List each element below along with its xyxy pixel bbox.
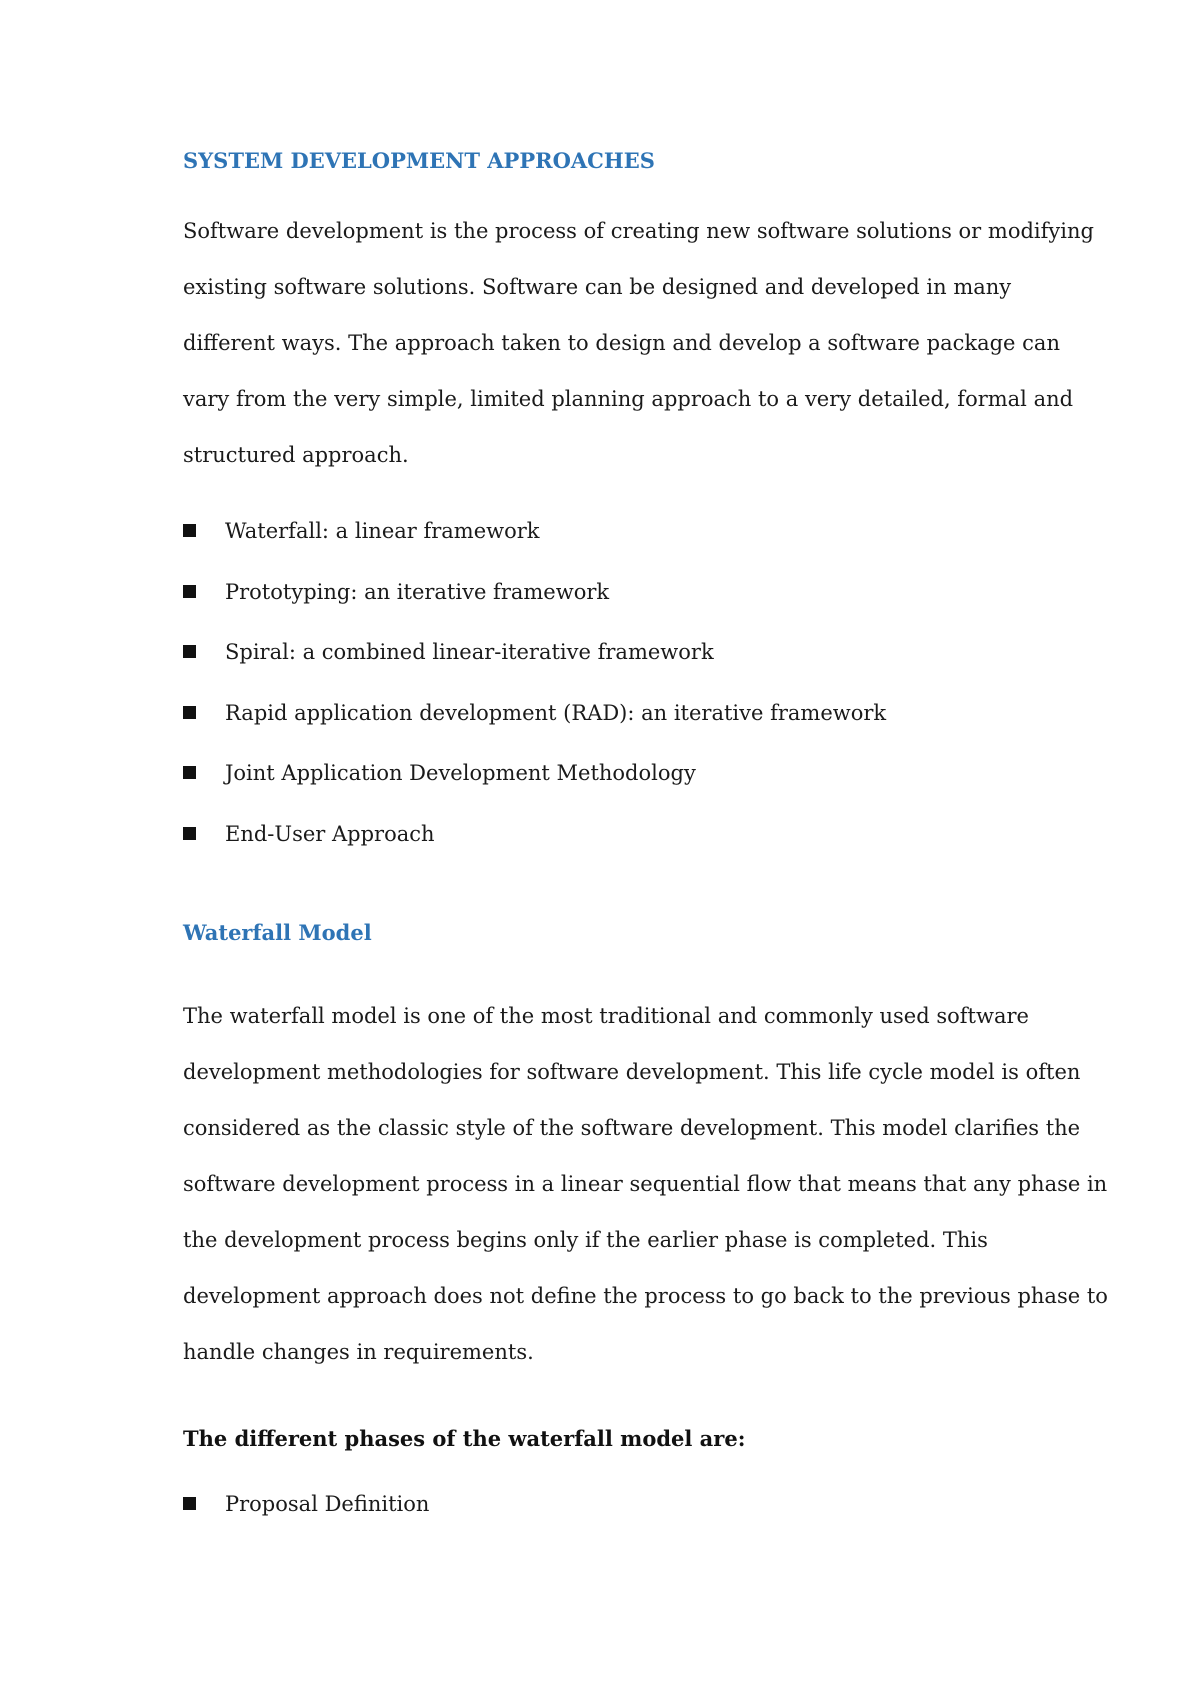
square-bullet-icon bbox=[183, 524, 196, 537]
square-bullet-icon bbox=[183, 1497, 196, 1510]
square-bullet-icon bbox=[183, 827, 196, 840]
square-bullet-icon bbox=[183, 766, 196, 779]
list-item-text: Joint Application Development Methodology bbox=[225, 761, 696, 785]
waterfall-line: considered as the classic style of the software development. This model clarifies the bbox=[183, 1116, 1081, 1140]
list-item-text: Waterfall: a linear framework bbox=[225, 519, 540, 543]
waterfall-line: development methodologies for software development. This life cycle model is often bbox=[183, 1060, 1081, 1084]
phases-heading: The different phases of the waterfall model are: bbox=[183, 1426, 746, 1451]
waterfall-line: the development process begins only if the earlier phase is completed. This bbox=[183, 1228, 988, 1252]
intro-paragraph bbox=[183, 203, 1094, 483]
waterfall-line: handle changes in requirements. bbox=[183, 1340, 534, 1364]
list-item-text: Proposal Definition bbox=[225, 1492, 430, 1516]
waterfall-line: software development process in a linear sequential flow that means that any phase in bbox=[183, 1172, 1108, 1196]
list-item-text: End-User Approach bbox=[225, 821, 435, 846]
waterfall-line: development approach does not define the process to go back to the previous phase to bbox=[183, 1284, 1108, 1308]
intro-line: existing software solutions. Software can be designed and developed in many bbox=[183, 275, 1012, 299]
intro-line: structured approach. bbox=[183, 443, 409, 467]
list-item-text: Prototyping: an iterative framework bbox=[225, 579, 610, 604]
list-item-text: Rapid application development (RAD): an iterative framework bbox=[225, 700, 887, 725]
section-heading-waterfall: Waterfall Model bbox=[183, 920, 372, 945]
square-bullet-icon bbox=[183, 645, 196, 658]
waterfall-line: The waterfall model is one of the most traditional and commonly used software bbox=[183, 1004, 1029, 1028]
document-title: SYSTEM DEVELOPMENT APPROACHES bbox=[183, 148, 655, 173]
intro-line: Software development is the process of creating new software solutions or modifying bbox=[183, 219, 1094, 243]
waterfall-paragraph bbox=[183, 988, 1108, 1380]
list-item-text: Spiral: a combined linear-iterative framework bbox=[225, 640, 714, 664]
square-bullet-icon bbox=[183, 585, 196, 598]
square-bullet-icon bbox=[183, 706, 196, 719]
intro-line: vary from the very simple, limited planning approach to a very detailed, formal and bbox=[183, 387, 1074, 411]
intro-line: different ways. The approach taken to design and develop a software package can bbox=[183, 331, 1060, 355]
